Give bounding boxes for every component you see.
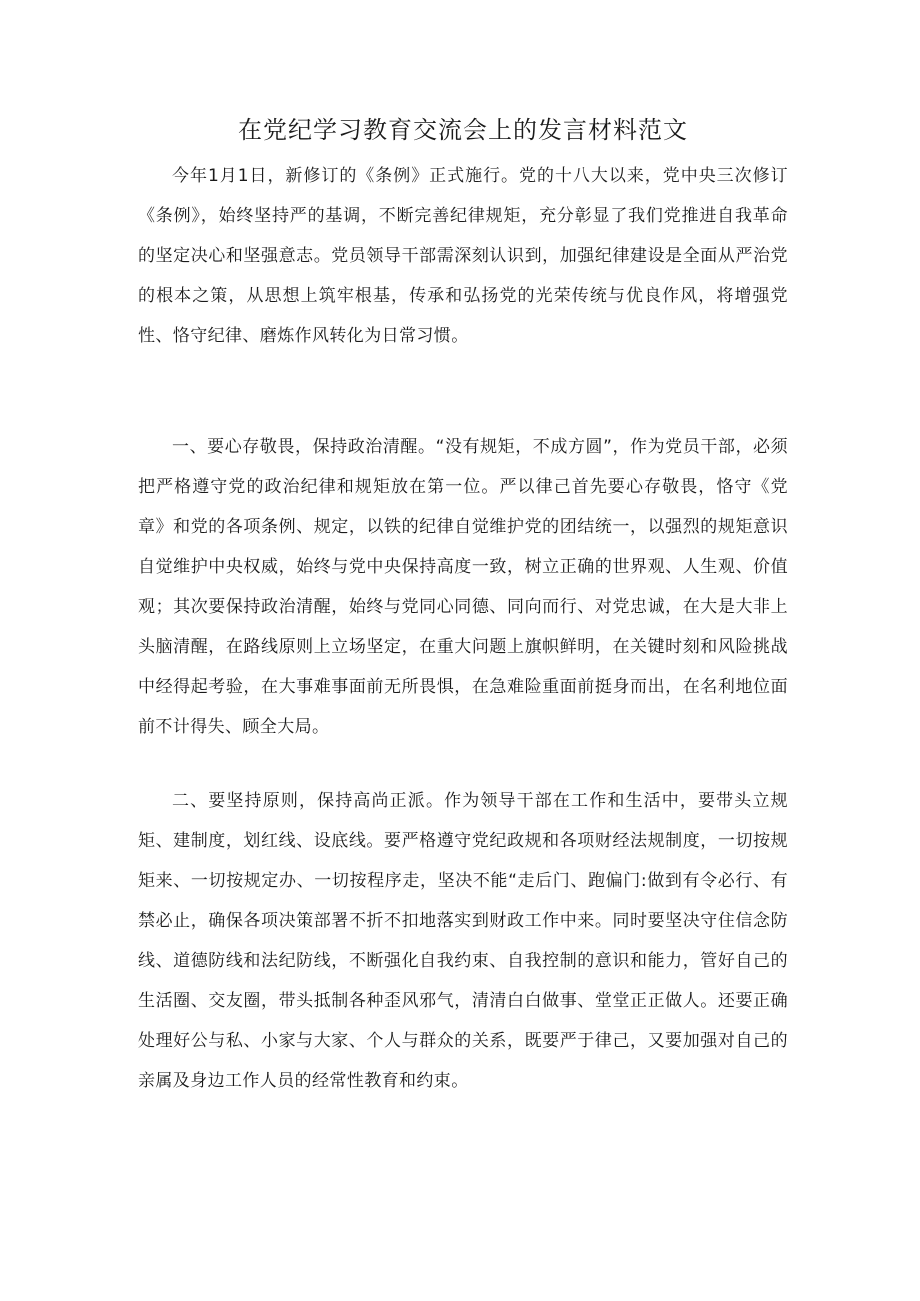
document-title: 在党纪学习教育交流会上的发言材料范文 [238, 116, 688, 144]
paragraph-section-two: 二、要坚持原则，保持高尚正派。作为领导干部在工作和生活中，要带头立规矩、建制度，划红线、设底线。要严格遵守党纪政规和各项财经法规制度，一切按规矩来、一切按规定办、一切按程序走，坚决不能“走后门、跑偏门:做到有令必行、有禁必止，确保各项决策部署不折不扣地落实到财政工作中来。同时要坚决守住信念防线、道德防线和法纪防线，不断强化自我约束、自我控制的意识和能力，管好自己的生活圈、交友圈，带头抵制各种歪风邪气，清清白白做事、堂堂正正做人。还要正确处理好公与私、小家与大家、个人与群众的关系，既要严于律己，又要加强对自己的亲属及身边工作人员的经常性教育和约束。 [138, 791, 788, 1091]
paragraph-intro: 今年1月1日，新修订的《条例》正式施行。党的十八大以来，党中央三次修订《条例》，始终坚持严的基调，不断完善纪律规矩，充分彰显了我们党推进自我革命的坚定决心和坚强意志。党员领导干部需深刻认识到，加强纪律建设是全面从严治党的根本之策，从思想上筑牢根基，传承和弘扬党的光荣传统与优良作风，将增强党性、恪守纪律、磨炼作风转化为日常习惯。 [138, 166, 788, 346]
paragraph-section-one: 一、要心存敬畏，保持政治清醒。“没有规矩，不成方圆”，作为党员干部，必须把严格遵守党的政治纪律和规矩放在第一位。严以律己首先要心存敬畏，恪守《党章》和党的各项条例、规定，以铁的纪律自觉维护党的团结统一，以强烈的规矩意识自觉维护中央权威，始终与党中央保持高度一致，树立正确的世界观、人生观、价值观；其次要保持政治清醒，始终与党同心同德、同向而行、对党忠诚，在大是大非上头脑清醒，在路线原则上立场坚定，在重大问题上旗帜鲜明，在关键时刻和风险挑战中经得起考验，在大事难事面前无所畏惧，在急难险重面前挺身而出，在名利地位面前不计得失、顾全大局。 [138, 437, 788, 737]
